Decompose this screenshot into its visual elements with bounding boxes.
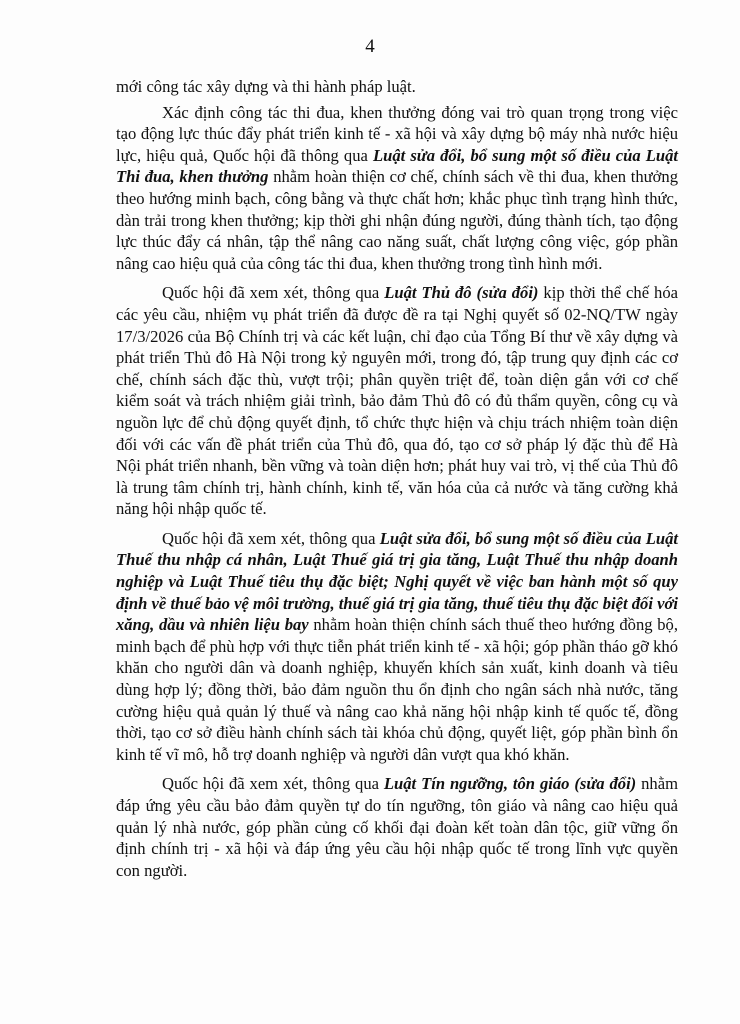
paragraph-text: Xác định công tác thi đua, khen thưởng đóng vai trò quan trọng trong việc tạo động lực thúc đẩy phát triển kinh tế - xã hội và xây dựng bộ máy nhà nước hiệu lực, hiệu quả, Quốc hội đã thông qua [116, 102, 678, 165]
paragraph-capital-law [116, 282, 678, 520]
document-body [116, 76, 678, 881]
paragraph-text: kịp thời thể chế hóa các yêu cầu, nhiệm vụ phát triển đã được đề ra tại Nghị quyết số 02-NQ/TW ngày 17/3/2026 của Bộ Chính trị và các kết luận, chỉ đạo của Tổng Bí thư về xây dựng và phát triển Thủ đô Hà Nội trong kỷ nguyên mới, trong đó, tập trung quy định các cơ chế, chính sách đặc thù, vượt trội; phân quyền triệt để, toàn diện gắn với cơ chế kiểm soát và trách nhiệm giải trình, bảo đảm Thủ đô có đủ thẩm quyền, công cụ và nguồn lực để chủ động quyết định, tổ chức thực hiện và chịu trách nhiệm toàn diện đối với các vấn đề phát triển của Thủ đô, qua đó, tạo cơ sở pháp lý đặc thù để Hà Nội phát triển nhanh, bền vững và toàn diện hơn; phát huy vai trò, vị thế của Thủ đô là trung tâm chính trị, hành chính, kinh tế, văn hóa của cả nước và tăng cường khả năng hội nhập quốc tế. [116, 283, 678, 519]
law-title: Luật sửa đổi, bổ sung một số điều của Luật Thuế thu nhập cá nhân, Luật Thuế giá trị gia tăng, Luật Thuế thu nhập doanh nghiệp và Luật Thuế tiêu thụ đặc biệt; Nghị quyết về việc ban hành một số quy định về thuế bảo vệ môi trường, thuế giá trị gia tăng, thuế tiêu thụ đặc biệt đối với xăng, dầu và nhiên liệu bay [116, 528, 678, 635]
paragraph-tax-law [116, 528, 678, 766]
paragraph-text: Quốc hội đã xem xét, thông qua [162, 774, 384, 794]
paragraph-text: nhằm hoàn thiện chính sách thuế theo hướng đồng bộ, minh bạch để phù hợp với thực tiễn phát triển kinh tế - xã hội; góp phần tháo gỡ khó khăn cho người dân và doanh nghiệp, khuyến khích sản xuất, kinh doanh và tiêu dùng hợp lý; đồng thời, bảo đảm nguồn thu ổn định cho ngân sách nhà nước, tăng cường hiệu quả quản lý thuế và nâng cao khả năng hội nhập kinh tế quốc tế, đồng thời, tạo cơ sở điều hành chính sách tài khóa chủ động, quyết liệt, góp phần bình ổn kinh tế vĩ mô, hỗ trợ doanh nghiệp và người dân vượt qua khó khăn. [116, 615, 678, 764]
law-title: Luật sửa đổi, bổ sung một số điều của Luật Thi đua, khen thưởng [116, 145, 679, 187]
paragraph-text: mới công tác xây dựng và thi hành pháp luật. [116, 77, 416, 96]
paragraph-text: Quốc hội đã xem xét, thông qua [162, 283, 385, 303]
paragraph-text: nhằm hoàn thiện cơ chế, chính sách về thi đua, khen thưởng theo hướng minh bạch, công bằng và thực chất hơn; khắc phục tình trạng hình thức, dàn trải trong khen thưởng; kịp thời ghi nhận đúng người, đúng thành tích, tạo động lực thúc đẩy cá nhân, tập thể nâng cao năng suất, chất lượng công việc, góp phần nâng cao hiệu quả của công tác thi đua, khen thưởng trong tình hình mới. [116, 167, 678, 273]
paragraph-text: Quốc hội đã xem xét, thông qua [162, 528, 380, 548]
law-title: Luật Tín ngưỡng, tôn giáo (sửa đổi) [383, 774, 637, 794]
paragraph-text: nhằm đáp ứng yêu cầu bảo đảm quyền tự do tín ngưỡng, tôn giáo và nâng cao hiệu quả quản lý nhà nước, góp phần củng cố khối đại đoàn kết toàn dân tộc, giữ vững ổn định chính trị - xã hội và đáp ứng yêu cầu hội nhập quốc tế trong lĩnh vực quyền con người. [116, 774, 678, 880]
paragraph-religion-law [116, 773, 678, 881]
law-title: Luật Thủ đô (sửa đổi) [384, 283, 539, 303]
page-number: 4 [365, 36, 375, 57]
paragraph-continuation [116, 76, 678, 98]
paragraph-emulation-law [116, 102, 678, 275]
